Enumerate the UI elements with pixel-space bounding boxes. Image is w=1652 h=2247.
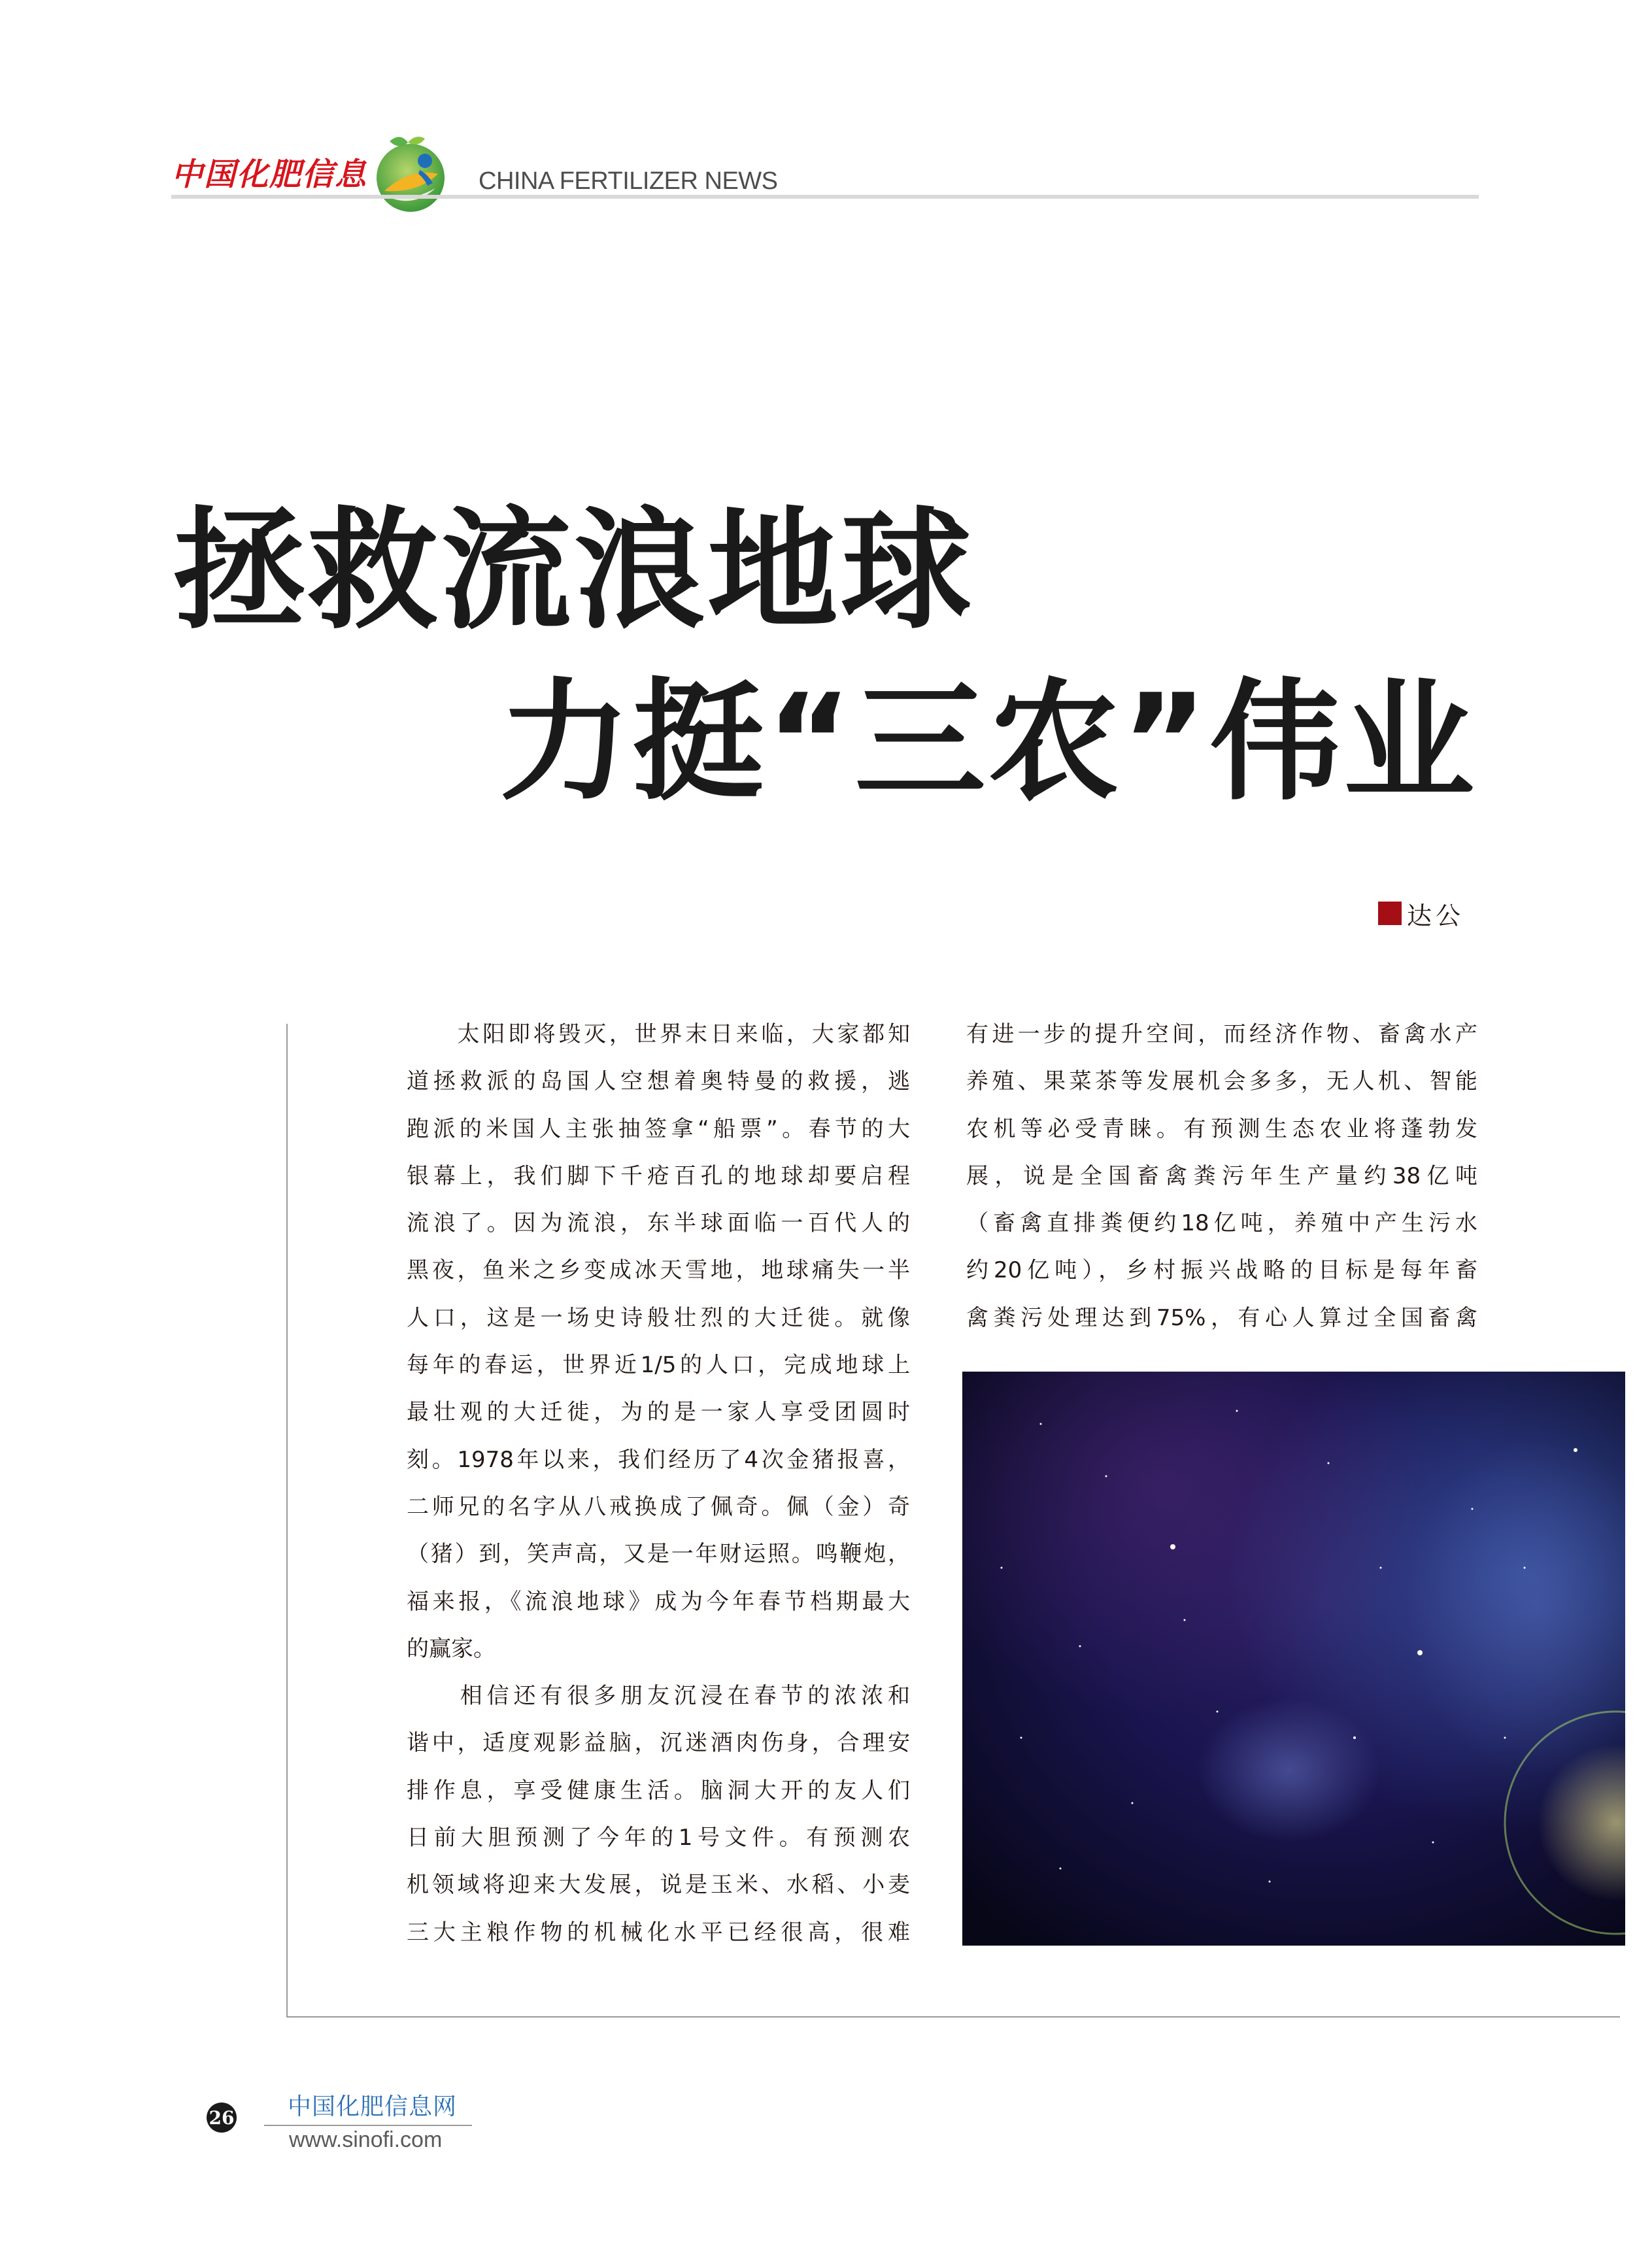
article-column-2 [966,1011,1477,1342]
footer-site-name: 中国化肥信息网 [288,2093,458,2120]
paragraph-line: 相信还有很多朋友沉浸在春节的浓浓和 [407,1683,910,1710]
paragraph-line: 农机等必受青睐。有预测生态农业将蓬勃发 [966,1115,1477,1142]
frame-bottom-rule [286,2016,1620,2018]
paragraph-line: 刻。1978年以来，我们经历了4次金猪报喜， [407,1446,910,1473]
paragraph-line: 最壮观的大迁徙，为的是一家人享受团圆时 [407,1399,910,1426]
article-title-line-1: 拯救流浪地球 [174,495,975,647]
paragraph-line: 人口，这是一场史诗般壮烈的大迁徙。就像 [407,1304,910,1331]
paragraph-line: （畜禽直排粪便约18亿吨，养殖中产生污水 [966,1210,1477,1237]
brand-name-en: CHINA FERTILIZER NEWS [479,167,778,195]
fertilizer-news-logo-icon [365,128,456,220]
paragraph-line: 跑派的米国人主张抽签拿“船票”。春节的大 [407,1115,910,1142]
paragraph-line: 每年的春运，世界近1/5的人口，完成地球上 [407,1352,910,1379]
paragraph-line: 禽粪污处理达到75%，有心人算过全国畜禽 [966,1304,1477,1331]
paragraph-line: 的赢家。 [407,1635,496,1662]
paragraph-line: 二师兄的名字从八戒换成了佩奇。佩（金）奇 [407,1493,910,1520]
article-column-1 [407,1011,910,1956]
paragraph-line: 太阳即将毁灭，世界末日来临，大家都知 [407,1021,910,1047]
paragraph-line: 谐中，适度观影益脑，沉迷酒肉伤身，合理安 [407,1730,910,1757]
author-name: 达公 [1407,901,1465,930]
paragraph-line: 日前大胆预测了今年的1号文件。有预测农 [407,1825,910,1851]
paragraph-line: 三大主粮作物的机械化水平已经很高，很难 [407,1919,910,1946]
paragraph-line: 展，说是全国畜禽粪污年生产量约38亿吨 [966,1162,1477,1189]
header-divider [171,195,1479,199]
footer-divider [264,2125,472,2126]
paragraph-line: 约20亿吨），乡村振兴战略的目标是每年畜 [966,1257,1477,1284]
paragraph-line: 流浪了。因为流浪，东半球面临一百代人的 [407,1210,910,1237]
paragraph-line: 机领域将迎来大发展，说是玉米、水稻、小麦 [407,1872,910,1899]
paragraph-line: 银幕上，我们脚下千疮百孔的地球却要启程 [407,1162,910,1189]
paragraph-line: 黑夜，鱼米之乡变成冰天雪地，地球痛失一半 [407,1257,910,1284]
paragraph-line: 道拯救派的岛国人空想着奥特曼的救援，逃 [407,1068,910,1095]
brand-name-cn: 中国化肥信息 [171,156,368,193]
page-header [171,128,1479,220]
paragraph-line: 福来报，《流浪地球》成为今年春节档期最大 [407,1588,910,1615]
frame-left-rule [286,1024,288,2018]
paragraph-line: 有进一步的提升空间，而经济作物、畜禽水产 [966,1021,1477,1047]
paragraph-line: 养殖、果菜茶等发展机会多多，无人机、智能 [966,1068,1477,1095]
article-title-line-2: 力挺“三农”伟业 [499,666,1477,819]
page-number: 26 [207,2103,237,2133]
author-square-icon [1378,902,1402,925]
footer-site-url[interactable]: www.sinofi.com [289,2127,443,2152]
author-byline [1378,897,1464,930]
starry-nebula-space-image [962,1372,1625,1946]
paragraph-line: 排作息，享受健康生活。脑洞大开的友人们 [407,1777,910,1804]
paragraph-line: （猪）到，笑声高，又是一年财运照。鸣鞭炮， [407,1541,910,1568]
